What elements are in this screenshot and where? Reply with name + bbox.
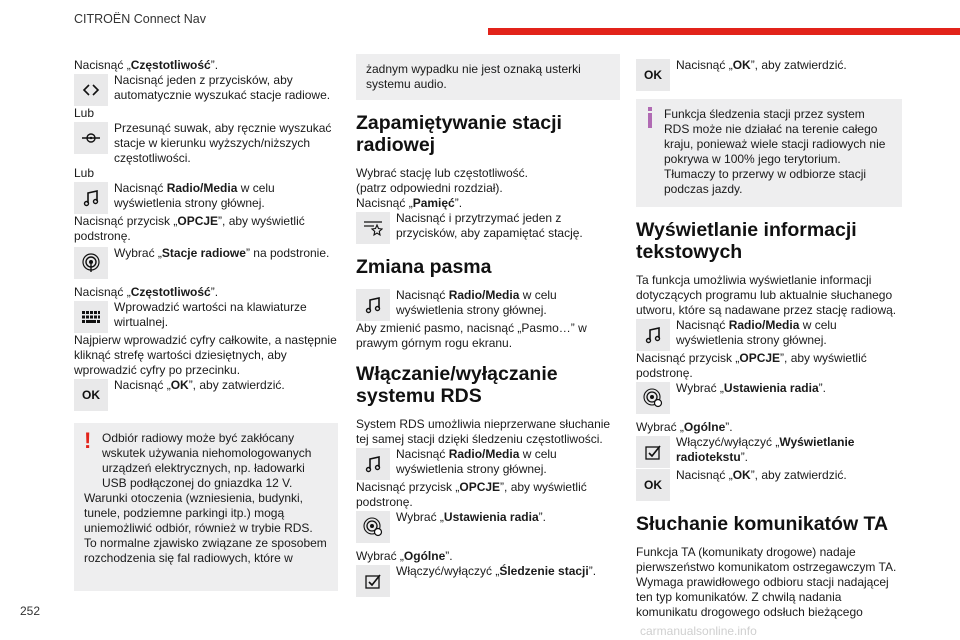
music-note-icon xyxy=(356,448,390,480)
ok-button-icon: OK xyxy=(636,469,670,501)
step-text-options: Nacisnąć przycisk „OPCJE”, aby wyświetlić podstronę. xyxy=(636,351,867,380)
ok-button-icon: OK xyxy=(74,379,108,411)
step-rds-settings: Wybrać „Ustawienia radia”. xyxy=(356,510,620,543)
step-text-toggle: Włączyć/wyłączyć „Wyświetlanie radiotekstu”. xyxy=(636,435,902,468)
radio-signal-icon xyxy=(74,247,108,279)
music-note-icon xyxy=(74,182,108,214)
step-text-radio: Nacisnąć Radio/Media w celu wyświetlenia strony głównej. xyxy=(636,318,902,351)
step-frequency-2: Nacisnąć „Częstotliwość”. xyxy=(74,285,219,299)
step-slider: Przesunąć suwak, aby ręcznie wyszukać stacje w kierunku wyższych/niższych częstotliwości. xyxy=(74,121,338,166)
warning-box: ! Odbiór radiowy może być zakłócany wskutek używania niehomologowanych urządzeń elektrycznych, np. ładowarki USB podłączonej do gniazdka 12 V. Warunki otoczenia (wzniesienia, budynki, tunele, podziemne parkingi itp.) mogą uniemożliwić odbiór, również w trybie RDS. To normalne zjawisko związane ze sposobem rozchodzenia się fal radiowych, które w xyxy=(74,423,338,591)
step-rds-radio: Nacisnąć Radio/Media w celu wyświetlenia strony głównej. xyxy=(356,447,620,480)
music-note-icon xyxy=(356,289,390,321)
step-ok-rds: OK Nacisnąć „OK”, aby zatwierdzić. xyxy=(636,58,902,91)
column-3: OK Nacisnąć „OK”, aby zatwierdzić. Funkcja śledzenia stacji przez system RDS może nie działać na terenie całego kraju, ponieważ wiele stacji radiowych nie pokrywa w 100% jego terytorium. Tłumaczy to przerwy w odbiorze stacji podczas jazdy. Wyświetlanie informacji tekstowych Ta funkcja umożliwia wyświetlanie informacji dotyczących programu lub aktualnie słuchanego utworu, które są nadawane przez stację radiową. Nacisnąć Radio/Media w celu wyświetlenia strony głównej. Nacisnąć przycisk „OPCJE”, aby wyświetlić podstronę. Wybrać „Ustawienia radia”. Wybrać „Ogólne”. Włączyć/wyłączyć „Wyświetlanie radiotekstu”. OK Nacisnąć „OK”, aby zatwierdzić. Słuchanie komunikatów TA Funkcja TA (komunikaty drogowe) nadaje pierwszeństwo komunikatom ostrzegawczym TA. Wymaga prawidłowego odbioru stacji nadającej ten typ komunikatów. Z chwilą nadania komunikatu drogowego odsłuch bieżącego xyxy=(636,58,902,620)
heading-band: Zmiana pasma xyxy=(356,256,492,278)
step-radio-media: Nacisnąć Radio/Media w celu wyświetlenia strony głównej. xyxy=(74,181,338,214)
page-number: 252 xyxy=(20,604,41,618)
radio-settings-icon xyxy=(356,511,390,543)
step-keyboard: Wprowadzić wartości na klawiaturze wirtualnej. xyxy=(74,300,338,333)
info-icon xyxy=(646,107,654,197)
step-auto-search: Nacisnąć jeden z przycisków, aby automatycznie wyszukać stacje radiowe. xyxy=(74,73,338,106)
step-band-radio: Nacisnąć Radio/Media w celu wyświetlenia strony głównej. xyxy=(356,288,620,321)
music-note-icon xyxy=(636,319,670,351)
step-text-settings: Wybrać „Ustawienia radia”. xyxy=(636,381,902,414)
step-rds-options: Nacisnąć przycisk „OPCJE”, aby wyświetlić podstronę. xyxy=(356,480,587,509)
chevrons-icon xyxy=(74,74,108,106)
step-options: Nacisnąć przycisk „OPCJE”, aby wyświetlić podstronę. xyxy=(74,214,305,243)
header-accent-bar xyxy=(488,28,960,35)
keyboard-icon xyxy=(74,301,108,333)
step-text-ok: OK Nacisnąć „OK”, aby zatwierdzić. xyxy=(636,468,902,501)
step-text-general: Wybrać „Ogólne”. xyxy=(636,420,733,434)
heading-ta: Słuchanie komunikatów TA xyxy=(636,513,889,535)
step-rds-toggle: Włączyć/wyłączyć „Śledzenie stacji”. xyxy=(356,564,620,597)
heading-text-info: Wyświetlanie informacji tekstowych xyxy=(636,219,857,263)
step-ok: OK Nacisnąć „OK”, aby zatwierdzić. xyxy=(74,378,338,411)
heading-memo: Zapamiętywanie stacji radiowej xyxy=(356,112,562,156)
ok-button-icon: OK xyxy=(636,59,670,91)
step-frequency: Nacisnąć „Częstotliwość”. xyxy=(74,58,219,72)
step-stations: Wybrać „Stacje radiowe” na podstronie. xyxy=(74,246,338,279)
radio-settings-icon xyxy=(636,382,670,414)
step-rds-general: Wybrać „Ogólne”. xyxy=(356,549,453,563)
column-2: żadnym wypadku nie jest oznaką usterki systemu audio. Zapamiętywanie stacji radiowej Wybrać stację lub częstotliwość. (patrz odpowiedni rozdział). Nacisnąć „Pamięć”. Nacisnąć i przytrzymać jeden z przycisków, aby zapamiętać stację. Zmiana pasma Nacisnąć Radio/Media w celu wyświetlenia strony głównej. Aby zmienić pasmo, nacisnąć „Pasmo…” w prawym górnym rogu ekranu. Włączanie/wyłączanie systemu RDS System RDS umożliwia nieprzerwane słuchanie tej samej stacji dzięki śledzeniu częstotliwości. Nacisnąć Radio/Media w celu wyświetlenia strony głównej. Nacisnąć przycisk „OPCJE”, aby wyświetlić podstronę. Wybrać „Ustawienia radia”. Wybrać „Ogólne”. Włączyć/wyłączyć „Śledzenie stacji”. xyxy=(356,54,620,597)
step-hold: Nacisnąć i przytrzymać jeden z przycisków, aby zapamiętać stację. xyxy=(356,211,620,244)
column-1: Nacisnąć „Częstotliwość”. Nacisnąć jeden z przycisków, aby automatycznie wyszukać stacje radiowe. Lub Przesunąć suwak, aby ręcznie wyszukać stacje w kierunku wyższych/niższych częstotliwości. Lub Nacisnąć Radio/Media w celu wyświetlenia strony głównej. Nacisnąć przycisk „OPCJE”, aby wyświetlić podstronę. Wybrać „Stacje radiowe” na podstronie. Nacisnąć „Częstotliwość”. Wprowadzić wartości na klawiaturze wirtualnej. Najpierw wprowadzić cyfry całkowite, a następnie kliknąć strefę wartości dziesiętnych, aby wprowadzić cyfry po przecinku. OK Nacisnąć „OK”, aby zatwierdzić. ! Odbiór radiowy może być zakłócany wskutek używania niehomologowanych urządzeń elektrycznych, np. ładowarki USB podłączonej do gniazdka 12 V. Warunki otoczenia (wzniesienia, budynki, tunele, podziemne parkingi itp.) mogą uniemożliwić odbiór, również w trybie RDS. To normalne zjawisko związane ze sposobem rozchodzenia się fal radiowych, które w xyxy=(74,58,338,591)
slider-icon xyxy=(74,122,108,154)
running-header: CITROËN Connect Nav xyxy=(74,12,206,26)
watermark: carmanualsonline.info xyxy=(640,624,757,638)
checkbox-icon xyxy=(356,565,390,597)
star-save-icon xyxy=(356,212,390,244)
warning-icon: ! xyxy=(84,428,92,453)
info-box: Funkcja śledzenia stacji przez system RDS może nie działać na terenie całego kraju, ponieważ wiele stacji radiowych nie pokrywa w 100% jego terytorium. Tłumaczy to przerwy w odbiorze stacji podczas jazdy. xyxy=(636,99,902,207)
warning-box-continued: żadnym wypadku nie jest oznaką usterki systemu audio. xyxy=(356,54,620,100)
checkbox-icon xyxy=(636,436,670,468)
heading-rds: Włączanie/wyłączanie systemu RDS xyxy=(356,363,558,407)
step-memory: Nacisnąć „Pamięć”. xyxy=(356,196,463,210)
